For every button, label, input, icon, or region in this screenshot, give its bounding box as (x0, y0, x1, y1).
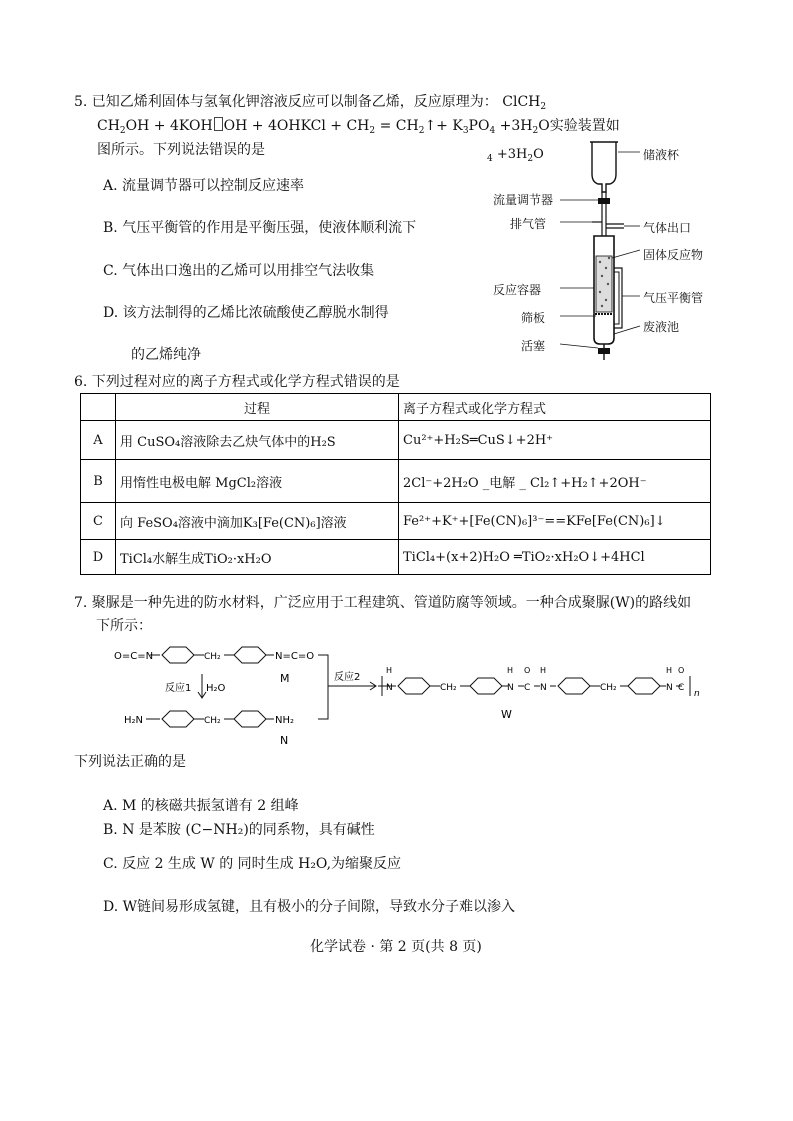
eq-sub: 2 (418, 126, 425, 136)
table-row (81, 460, 711, 503)
q7-question: 下列说法正确的是 (74, 754, 186, 770)
q5-option-c: C. 气体出口逸出的乙烯可以用排空气法收集 (103, 263, 375, 279)
eq-sub: 4 (489, 126, 496, 136)
label-reaction-vessel: 反应容器 (493, 283, 542, 297)
w-n4: N (666, 683, 673, 693)
solid-reactant (596, 256, 612, 312)
table-row (81, 503, 711, 540)
q5-option-d-cont: 的乙烯纯净 (131, 347, 201, 363)
header-equation: 离子方程式或化学方程式 (399, 394, 711, 421)
eq-sub: 2 (119, 126, 126, 136)
w-o1: O (524, 666, 531, 675)
table-header-row (81, 394, 711, 421)
n-right-group: NH₂ (275, 715, 295, 726)
apparatus-fragment (487, 147, 544, 164)
frag-sub: 2 (527, 154, 534, 164)
row-equation: TiCl₄+(x+2)H₂O ═TiO₂·xH₂O↓+4HCl (399, 540, 711, 575)
row-process: 向 FeSO₄溶液中滴加K₃[Fe(CN)₆]溶液 (116, 503, 399, 540)
q5-line1 (74, 92, 546, 117)
q7-option-c: C. 反应 2 生成 W 的 同时生成 H₂O,为缩聚反应 (103, 856, 402, 872)
q7-option-a: A. M 的核磁共振氢谱有 2 组峰 (103, 798, 299, 814)
flow-valve (598, 198, 610, 204)
reaction1-label: 反应1 (165, 683, 192, 694)
q5-line1-text: 5. 已知乙烯利固体与氢氧化钾溶液反应可以制备乙烯，反应原理为： ClCH (74, 94, 541, 110)
eq-part: = CH (375, 118, 419, 134)
label-solid-reactant: 固体反应物 (643, 248, 704, 262)
w-o2: O (678, 666, 685, 675)
reaction2-label: 反应2 (334, 672, 361, 683)
eq-part: OH + 4KOH (125, 118, 213, 134)
q7-line1: 7. 聚脲是一种先进的防水材料，广泛应用于工程建筑、管道防腐等领域。一种合成聚脲(W)的路线如 (74, 595, 692, 611)
reaction-scheme (110, 640, 730, 750)
page-footer: 化学试卷 · 第 2 页(共 8 页) (310, 939, 482, 955)
label-reservoir: 储液杯 (643, 148, 680, 162)
m-left-group: O=C=N (114, 651, 154, 662)
q5-line3: 图所示。下列说法错误的是 (97, 142, 265, 158)
m-ch2: CH₂ (204, 652, 221, 662)
w-c2: C (678, 683, 685, 693)
row-key: D (81, 540, 116, 575)
w-h1: H (386, 666, 393, 675)
q6-table (80, 393, 711, 575)
header-key (81, 394, 116, 421)
label-n: N (280, 734, 289, 747)
w-ch2-2: CH₂ (600, 683, 617, 693)
w-n1: N (386, 683, 393, 693)
m-right-group: N=C=O (275, 651, 315, 662)
header-process: 过程 (116, 394, 399, 421)
eq-part: O实验装置如 (538, 118, 620, 134)
n-ch2: CH₂ (204, 716, 221, 726)
label-gas-outlet: 气体出口 (643, 221, 692, 235)
q5-option-b: B. 气压平衡管的作用是平衡压强，使液体顺利流下 (103, 220, 417, 236)
reagent1: H₂O (206, 683, 226, 694)
w-ch2-1: CH₂ (440, 683, 457, 693)
w-c1: C (524, 683, 531, 693)
eq-part: +3H (495, 118, 533, 134)
eq-part: OH + 4OHKCl + CH (223, 118, 370, 134)
frag-part: O (533, 147, 544, 162)
row-process: 用惰性电极电解 MgCl₂溶液 (116, 460, 399, 503)
frag-part: +3H (492, 147, 528, 162)
w-h4: H (666, 666, 673, 675)
eq-sub: 2 (532, 126, 539, 136)
eq-part: ↑+ K (424, 118, 463, 134)
eq-sub: 2 (369, 126, 376, 136)
w-h2: H (507, 666, 514, 675)
table-row (81, 540, 711, 575)
q6-title: 6. 下列过程对应的离子方程式或化学方程式错误的是 (74, 374, 400, 390)
label-waste-pool: 废液池 (643, 320, 680, 334)
row-key: B (81, 460, 116, 503)
label-w: W (501, 708, 512, 721)
eq-part: CH (97, 118, 120, 134)
w-h3: H (540, 666, 547, 675)
eq-sub: 3 (462, 126, 469, 136)
row-equation: Fe²⁺+K⁺+[Fe(CN)₆]³⁻==KFe[Fe(CN)₆]↓ (399, 503, 711, 540)
q5-line1-sub: 2 (540, 102, 547, 112)
table-row (81, 421, 711, 460)
w-n2: N (507, 683, 514, 693)
eq-part: PO (468, 118, 490, 134)
row-equation: Cu²⁺+H₂S═CuS↓+2H⁺ (399, 421, 711, 460)
missing-glyph-box (214, 117, 223, 131)
frag-sub: 4 (487, 154, 493, 164)
label-pressure-tube: 气压平衡管 (643, 291, 704, 305)
label-stopcock: 活塞 (521, 339, 546, 353)
q5-option-a: A. 流量调节器可以控制反应速率 (103, 178, 305, 194)
label-sieve-plate: 筛板 (521, 311, 546, 325)
row-process: 用 CuSO₄溶液除去乙炔气体中的H₂S (116, 421, 399, 460)
q5-option-d: D. 该方法制得的乙烯比浓硫酸使乙醇脱水制得 (103, 305, 389, 321)
w-n-subscript: n (694, 689, 700, 699)
q7-line2: 下所示： (96, 618, 152, 634)
row-key: C (81, 503, 116, 540)
n-left-group: H₂N (124, 715, 144, 726)
stopcock (598, 348, 610, 354)
q7-option-d: D. W链间易形成氢键，且有极小的分子间隙，导致水分子难以渗入 (103, 899, 516, 915)
q7-option-b: B. N 是苯胺 (C−NH₂)的同系物，具有碱性 (103, 822, 375, 838)
row-process: TiCl₄水解生成TiO₂·xH₂O (116, 540, 399, 575)
label-m: M (280, 672, 290, 685)
row-key: A (81, 421, 116, 460)
label-exhaust-pipe: 排气管 (510, 217, 547, 231)
label-flow-regulator: 流量调节器 (493, 193, 554, 207)
w-n3: N (540, 683, 547, 693)
row-equation: 2Cl⁻+2H₂O _电解 _ Cl₂↑+H₂↑+2OH⁻ (399, 460, 711, 503)
